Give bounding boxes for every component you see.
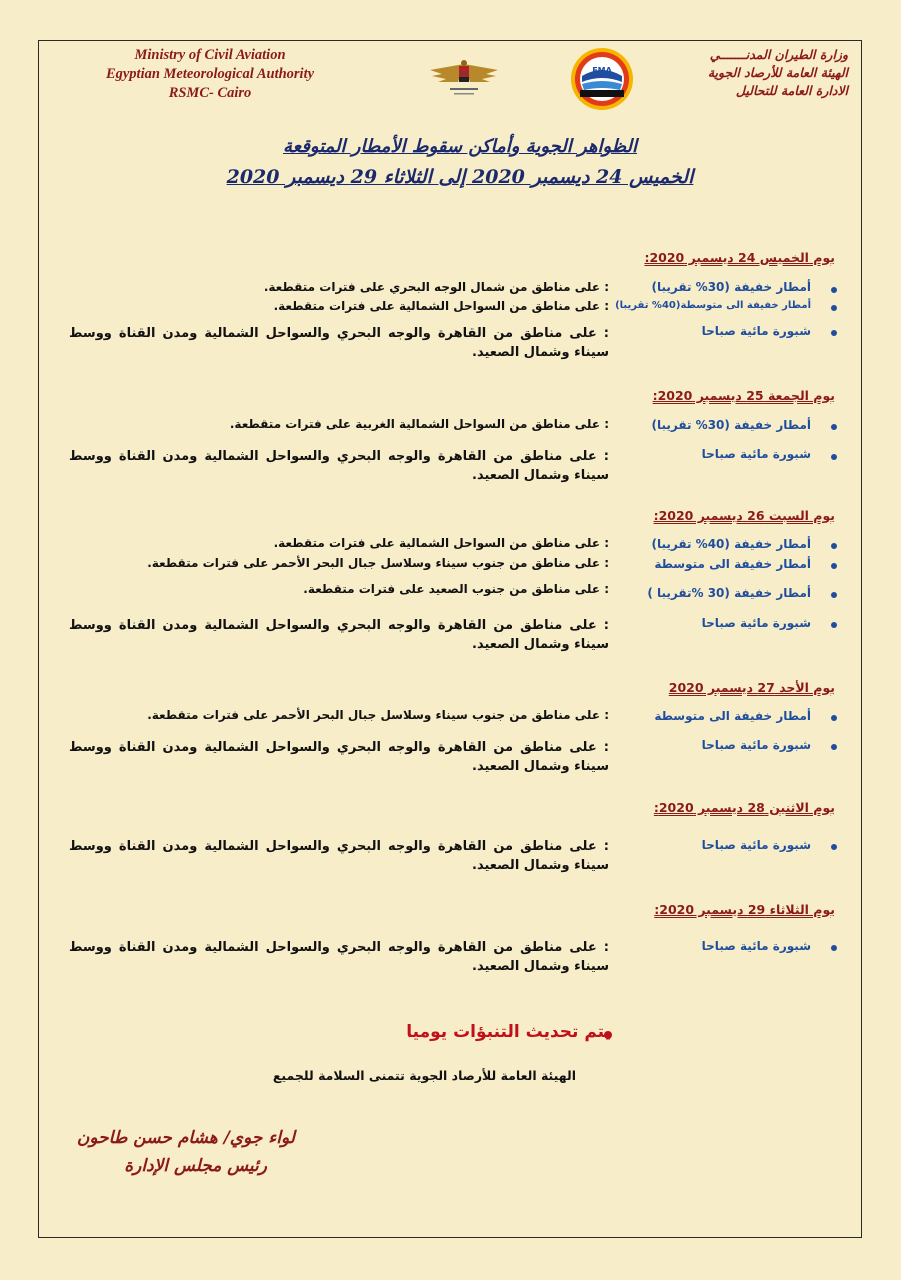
bullet-icon xyxy=(831,945,837,951)
bullet-icon xyxy=(831,563,837,569)
header-arabic xyxy=(620,46,848,100)
area-text: : على مناطق من القاهرة والوجه البحري والسواحل الشمالية ومدن القناة ووسط سيناء وشمال الصعيد. xyxy=(69,326,609,360)
phenomenon-label: شبورة مائية صباحا xyxy=(701,738,811,752)
bullet-icon xyxy=(831,287,837,293)
header-en-line-2: Egyptian Meteorological Authority xyxy=(105,66,315,82)
phenomenon-label: أمطار خفيفة الى متوسطة xyxy=(654,709,811,723)
day-heading: يوم الأحد 27 ديسمبر 2020 xyxy=(668,680,835,695)
header-english xyxy=(80,46,340,103)
header-ar-line-2: الهيئة العامة للأرصاد الجوية xyxy=(707,65,848,80)
phenomenon-label: أمطار خفيفة الى متوسطة xyxy=(654,557,811,571)
eagle-emblem-icon xyxy=(428,56,500,102)
area-text: : على مناطق من جنوب سيناء وسلاسل جبال البحر الأحمر على فترات متقطعة. xyxy=(147,708,609,722)
phenomenon-label: أمطار خفيفة (40% تقريبا) xyxy=(651,537,811,551)
bullet-icon xyxy=(831,592,837,598)
day-heading: يوم الاثنين 28 ديسمبر 2020: xyxy=(653,800,835,815)
area-text: : على مناطق من جنوب سيناء وسلاسل جبال البحر الأحمر على فترات متقطعة. xyxy=(147,556,609,570)
phenomenon-label: شبورة مائية صباحا xyxy=(701,447,811,461)
area-text: : على مناطق من القاهرة والوجه البحري والسواحل الشمالية ومدن القناة ووسط سيناء وشمال الصعيد. xyxy=(69,740,609,774)
bullet-icon xyxy=(831,622,837,628)
area-text: : على مناطق من القاهرة والوجه البحري والسواحل الشمالية ومدن القناة ووسط سيناء وشمال الصعيد. xyxy=(69,839,609,873)
phenomenon-label: أمطار خفيفة (30 %تقريبا ) xyxy=(647,586,811,600)
phenomenon-label: أمطار خفيفة (30% تقريبا) xyxy=(651,280,811,294)
bullet-icon xyxy=(831,305,837,311)
area-text: : على مناطق من القاهرة والوجه البحري والسواحل الشمالية ومدن القناة ووسط سيناء وشمال الصعيد. xyxy=(69,449,609,483)
bullet-icon xyxy=(831,424,837,430)
bullet-icon xyxy=(831,715,837,721)
area-text: : على مناطق من السواحل الشمالية على فترات متقطعة. xyxy=(273,299,609,313)
update-note: يتم تحديث التنبؤات يوميا xyxy=(406,1022,611,1042)
signature-title: رئيس مجلس الإدارة xyxy=(124,1156,267,1176)
logo-text: EMA xyxy=(592,66,612,75)
day-heading: يوم الثلاثاء 29 ديسمبر 2020: xyxy=(654,902,835,917)
bullet-icon xyxy=(831,330,837,336)
bullet-icon xyxy=(831,844,837,850)
bullet-icon xyxy=(831,744,837,750)
header-en-line-3: RSMC- Cairo xyxy=(168,85,252,101)
day-heading: يوم الجمعة 25 ديسمبر 2020: xyxy=(652,388,835,403)
area-text: : على مناطق من القاهرة والوجه البحري والسواحل الشمالية ومدن القناة ووسط سيناء وشمال الصعيد. xyxy=(69,940,609,974)
bullet-icon xyxy=(831,543,837,549)
area-text: : على مناطق من السواحل الشمالية الغربية على فترات متقطعة. xyxy=(229,417,609,431)
area-text: : على مناطق من القاهرة والوجه البحري والسواحل الشمالية ومدن القناة ووسط سيناء وشمال الصعيد. xyxy=(69,618,609,652)
area-text: : على مناطق من شمال الوجه البحري على فترات متقطعة. xyxy=(263,280,609,294)
signature-name: لواء جوي/ هشام حسن طاحون xyxy=(76,1128,295,1148)
header-ar-line-3: الادارة العامة للتحاليل xyxy=(735,83,848,98)
phenomenon-label: شبورة مائية صباحا xyxy=(701,838,811,852)
phenomenon-label: أمطار خفيفة الى متوسطة(40% تقريبا) xyxy=(615,300,811,311)
bullet-icon xyxy=(831,454,837,460)
area-text: : على مناطق من السواحل الشمالية على فترات متقطعة. xyxy=(273,536,609,550)
day-heading: يوم الخميس 24 ديسمبر 2020: xyxy=(644,250,835,265)
closing-wish: الهيئة العامة للأرصاد الجوية تتمنى السلامة للجميع xyxy=(272,1068,576,1083)
document-title: الظواهر الجوية وأماكن سقوط الأمطار المتوقعة xyxy=(282,136,637,157)
document-date-range: الخميس 24 ديسمبر 2020 إلى الثلاثاء 29 ديسمبر 2020 xyxy=(226,166,694,188)
day-heading: يوم السبت 26 ديسمبر 2020: xyxy=(653,508,835,523)
header-ar-line-1: وزارة الطيران المدنـــــــي xyxy=(709,47,848,62)
phenomenon-label: شبورة مائية صباحا xyxy=(701,616,811,630)
header-en-line-1: Ministry of Civil Aviation xyxy=(134,47,286,63)
phenomenon-label: شبورة مائية صباحا xyxy=(701,324,811,338)
phenomenon-label: أمطار خفيفة (30% تقريبا) xyxy=(651,418,811,432)
area-text: : على مناطق من جنوب الصعيد على فترات متقطعة. xyxy=(303,582,609,596)
phenomenon-label: شبورة مائية صباحا xyxy=(701,939,811,953)
